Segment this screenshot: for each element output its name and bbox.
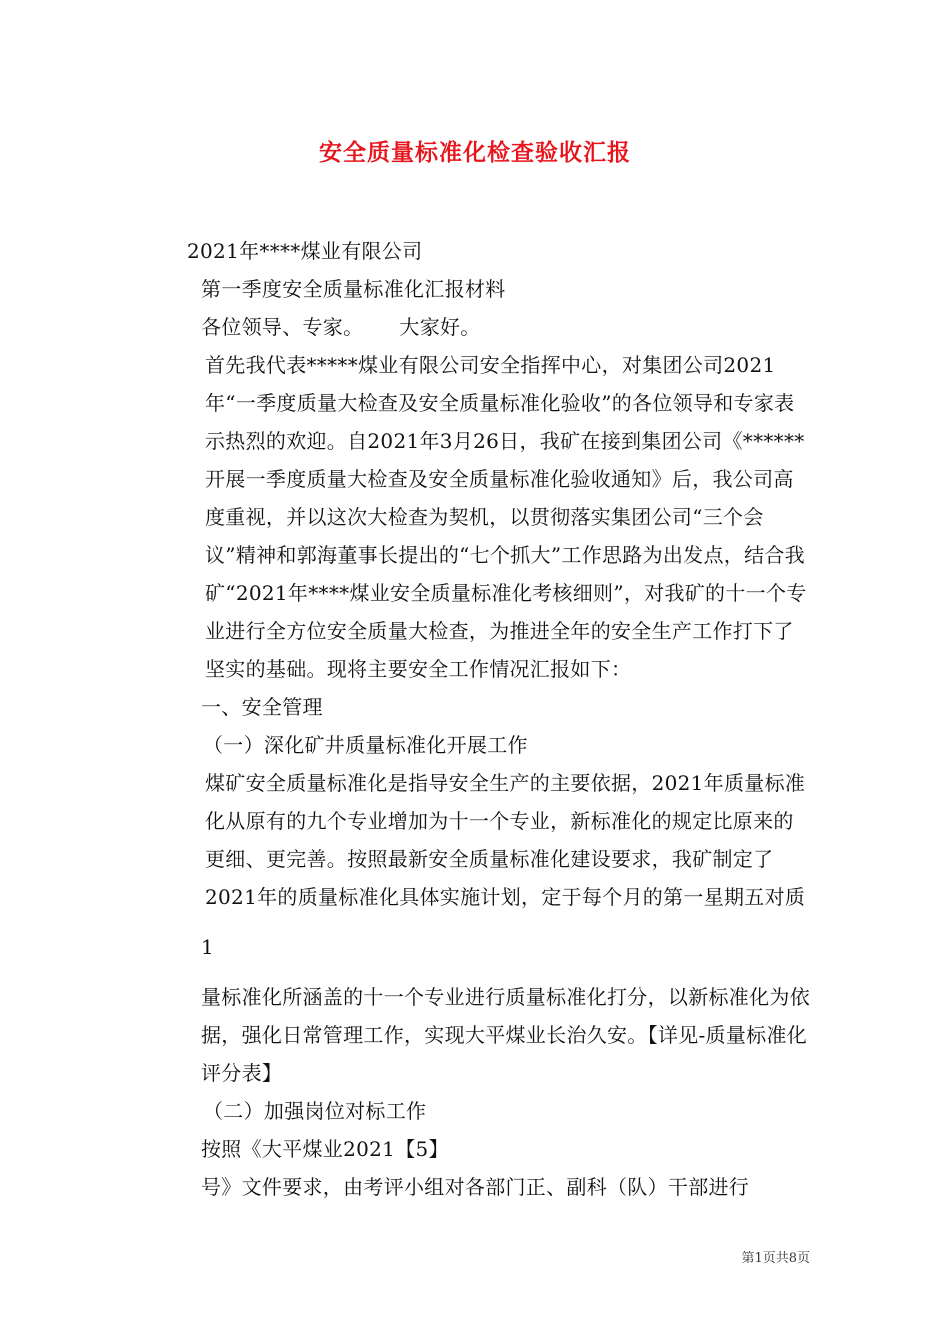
org-line: 2021年****煤业有限公司	[187, 239, 423, 263]
heading-safety-management: 一、安全管理	[201, 695, 323, 719]
paragraph-scoring: 量标准化所涵盖的十一个专业进行质量标准化打分，以新标准化为依据，强化日常管理工作，实现大平煤业长治久安。【详见-质量标准化评分表】	[201, 985, 810, 1085]
paragraph-intro: 首先我代表*****煤业有限公司安全指挥中心，对集团公司2021年“一季度质量大检查及安全质量标准化验收”的各位领导和专家表示热烈的欢迎。自2021年3月26日，我矿在接到集团公司《******开展一季度质量大检查及安全质量标准化验收通知》后，我公司高度重视，并以这次大检查为契机，以贯彻落实集团公司“三个会议”精神和郭海董事长提出的“七个抓大”工作思路为出发点，结合我矿“2021年****煤业安全质量标准化考核细则”，对我矿的十一个专业进行全方位安全质量大检查，为推进全年的安全生产工作打下了坚实的基础。现将主要安全工作情况汇报如下：	[205, 353, 807, 681]
heading-post-benchmarking: （二）加强岗位对标工作	[203, 1099, 427, 1123]
document-title: 安全质量标准化检查验收汇报	[319, 140, 631, 166]
paragraph-standardization: 煤矿安全质量标准化是指导安全生产的主要依据，2021年质量标准化从原有的九个专业增加为十一个专业，新标准化的规定比原来的更细、更完善。按照最新安全质量标准化建设要求，我矿制定了2021年的质量标准化具体实施计划，定于每个月的第一星期五对质	[205, 771, 806, 909]
heading-deepen-standardization: （一）深化矿井质量标准化开展工作	[203, 733, 528, 757]
greeting-line	[145, 308, 810, 346]
paragraph-document-ref: 按照《大平煤业2021【5】	[201, 1137, 449, 1161]
greeting-leaders: 各位领导、专家。	[201, 315, 364, 339]
paragraph-evaluation: 号》文件要求，由考评小组对各部门正、副科（队）干部进行	[201, 1175, 750, 1199]
page-footer: 第1页共8页	[741, 1251, 810, 1266]
greeting-hello: 大家好。	[399, 315, 481, 339]
document-body	[145, 232, 810, 1206]
inline-page-number: 1	[201, 935, 215, 959]
subject-line: 第一季度安全质量标准化汇报材料	[201, 277, 506, 301]
